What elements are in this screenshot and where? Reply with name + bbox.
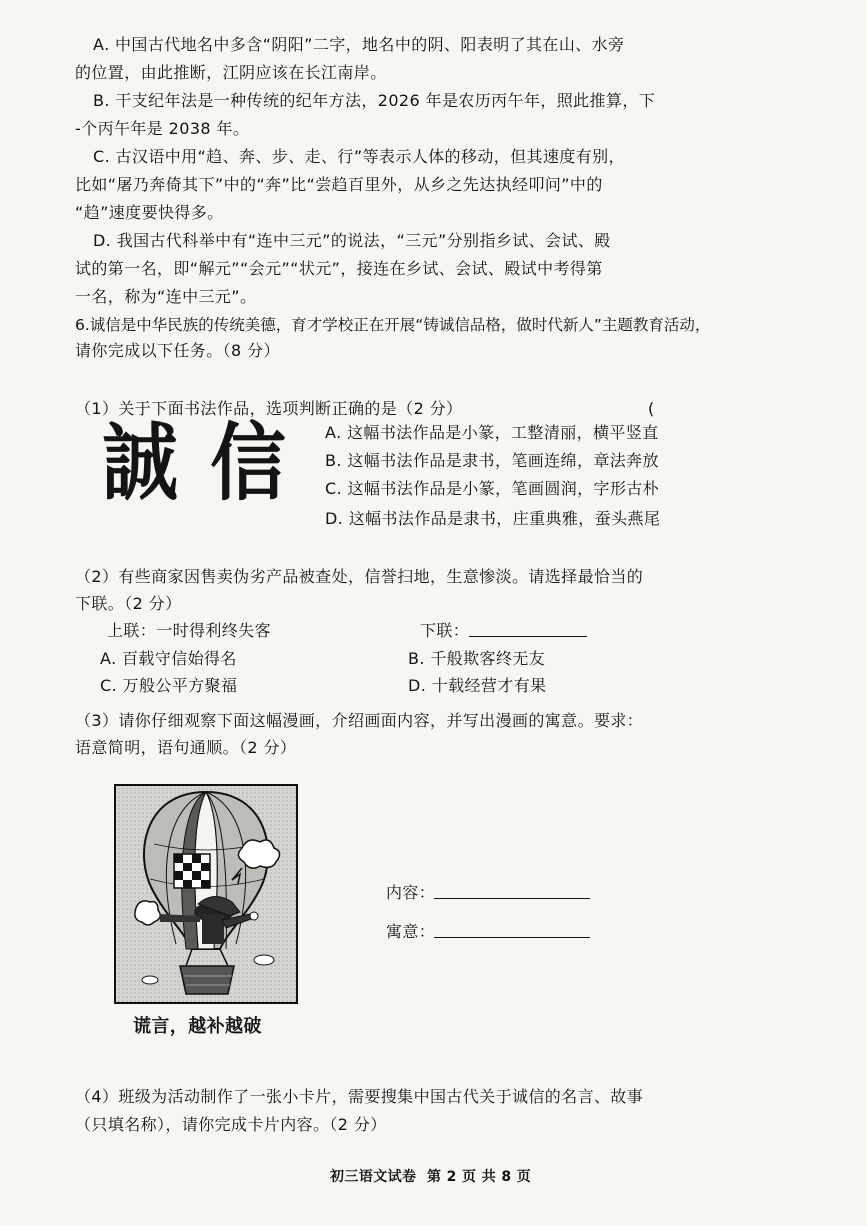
q6-part1-option-b: B. 这幅书法作品是隶书，笔画连绵，章法奔放 bbox=[325, 451, 659, 470]
q5-option-b-line1: B. 干支纪年法是一种传统的纪年方法，2026 年是农历丙午年，照此推算，下 bbox=[93, 91, 656, 110]
q6-part1-option-a: A. 这幅书法作品是小篆，工整清丽，横平竖直 bbox=[325, 423, 659, 442]
meaning-answer-blank[interactable] bbox=[434, 921, 590, 938]
q5-option-a-line2: 的位置，由此推断，江阴应该在长江南岸。 bbox=[75, 63, 387, 82]
couplet-lower-label: 下联： bbox=[420, 621, 470, 640]
q6-stem-line2: 请你完成以下任务。（8 分） bbox=[75, 341, 280, 360]
q5-option-d-line2: 试的第一名，即“解元”“会元”“状元”，接连在乡试、会试、殿试中考得第 bbox=[75, 259, 603, 278]
couplet-lower-blank[interactable] bbox=[469, 620, 587, 637]
q6-part2-question-line2: 下联。（2 分） bbox=[75, 594, 182, 613]
cartoon-caption: 谎言，越补越破 bbox=[133, 1016, 262, 1037]
q6-part2-question-line1: （2）有些商家因售卖伪劣产品被查处，信誉扫地，生意惨淡。请选择最恰当的 bbox=[75, 567, 644, 586]
q6-part3-question-line2: 语意简明，语句通顺。（2 分） bbox=[75, 738, 297, 757]
q6-part2-option-a: A. 百载守信始得名 bbox=[100, 649, 237, 668]
content-label: 内容： bbox=[386, 883, 436, 902]
q6-part3-question-line1: （3）请你仔细观察下面这幅漫画，介绍画面内容，并写出漫画的寓意。要求： bbox=[75, 711, 644, 730]
meaning-label: 寓意： bbox=[386, 922, 436, 941]
page-footer: 初三语文试卷 第 2 页 共 8 页 bbox=[330, 1169, 532, 1185]
q6-part2-option-c: C. 万般公平方聚福 bbox=[100, 676, 238, 695]
hot-air-balloon-cartoon bbox=[114, 784, 298, 1004]
q6-stem-line1: 6.诚信是中华民族的传统美德，育才学校正在开展“铸诚信品格，做时代新人”主题教育活动， bbox=[75, 316, 711, 334]
q6-part4-question-line1: （4）班级为活动制作了一张小卡片，需要搜集中国古代关于诚信的名言、故事 bbox=[75, 1087, 644, 1106]
q5-option-a-line1: A. 中国古代地名中多含“阴阳”二字，地名中的阴、阳表明了其在山、水旁 bbox=[93, 35, 625, 54]
q6-part2-option-b: B. 千般欺客终无友 bbox=[408, 649, 546, 668]
couplet-upper: 上联：一时得利终失客 bbox=[107, 621, 272, 640]
q5-option-c-line1: C. 古汉语中用“趋、奔、步、走、行”等表示人体的移动，但其速度有别， bbox=[93, 147, 625, 166]
q6-part1-option-d: D. 这幅书法作品是隶书，庄重典雅，蚕头燕尾 bbox=[325, 509, 661, 528]
q6-part2-option-d: D. 十载经营才有果 bbox=[408, 676, 547, 695]
q5-option-d-line1: D. 我国古代科举中有“连中三元”的说法，“三元”分别指乡试、会试、殿 bbox=[93, 231, 611, 250]
content-answer-blank[interactable] bbox=[434, 882, 590, 899]
calligraphy-char-xin: 信 bbox=[210, 413, 286, 512]
answer-paren: ( bbox=[648, 399, 655, 418]
cartoon-image bbox=[114, 784, 298, 1004]
calligraphy-char-cheng: 誠 bbox=[102, 413, 178, 512]
q5-option-c-line3: “趋”速度要快得多。 bbox=[75, 203, 224, 222]
q6-part1-option-c: C. 这幅书法作品是小篆，笔画圆润，字形古朴 bbox=[325, 479, 660, 498]
q5-option-b-line2: -个丙午年是 2038 年。 bbox=[75, 119, 250, 138]
q5-option-d-line3: 一名，称为“连中三元”。 bbox=[75, 287, 257, 306]
q6-part4-question-line2: （只填名称），请你完成卡片内容。（2 分） bbox=[75, 1115, 387, 1134]
q5-option-c-line2: 比如“屠乃奔倚其下”中的“奔”比“尝趋百里外，从乡之先达执经叩问”中的 bbox=[75, 175, 603, 194]
q6-part1-question: （1）关于下面书法作品，选项判断正确的是（2 分） bbox=[75, 399, 463, 418]
